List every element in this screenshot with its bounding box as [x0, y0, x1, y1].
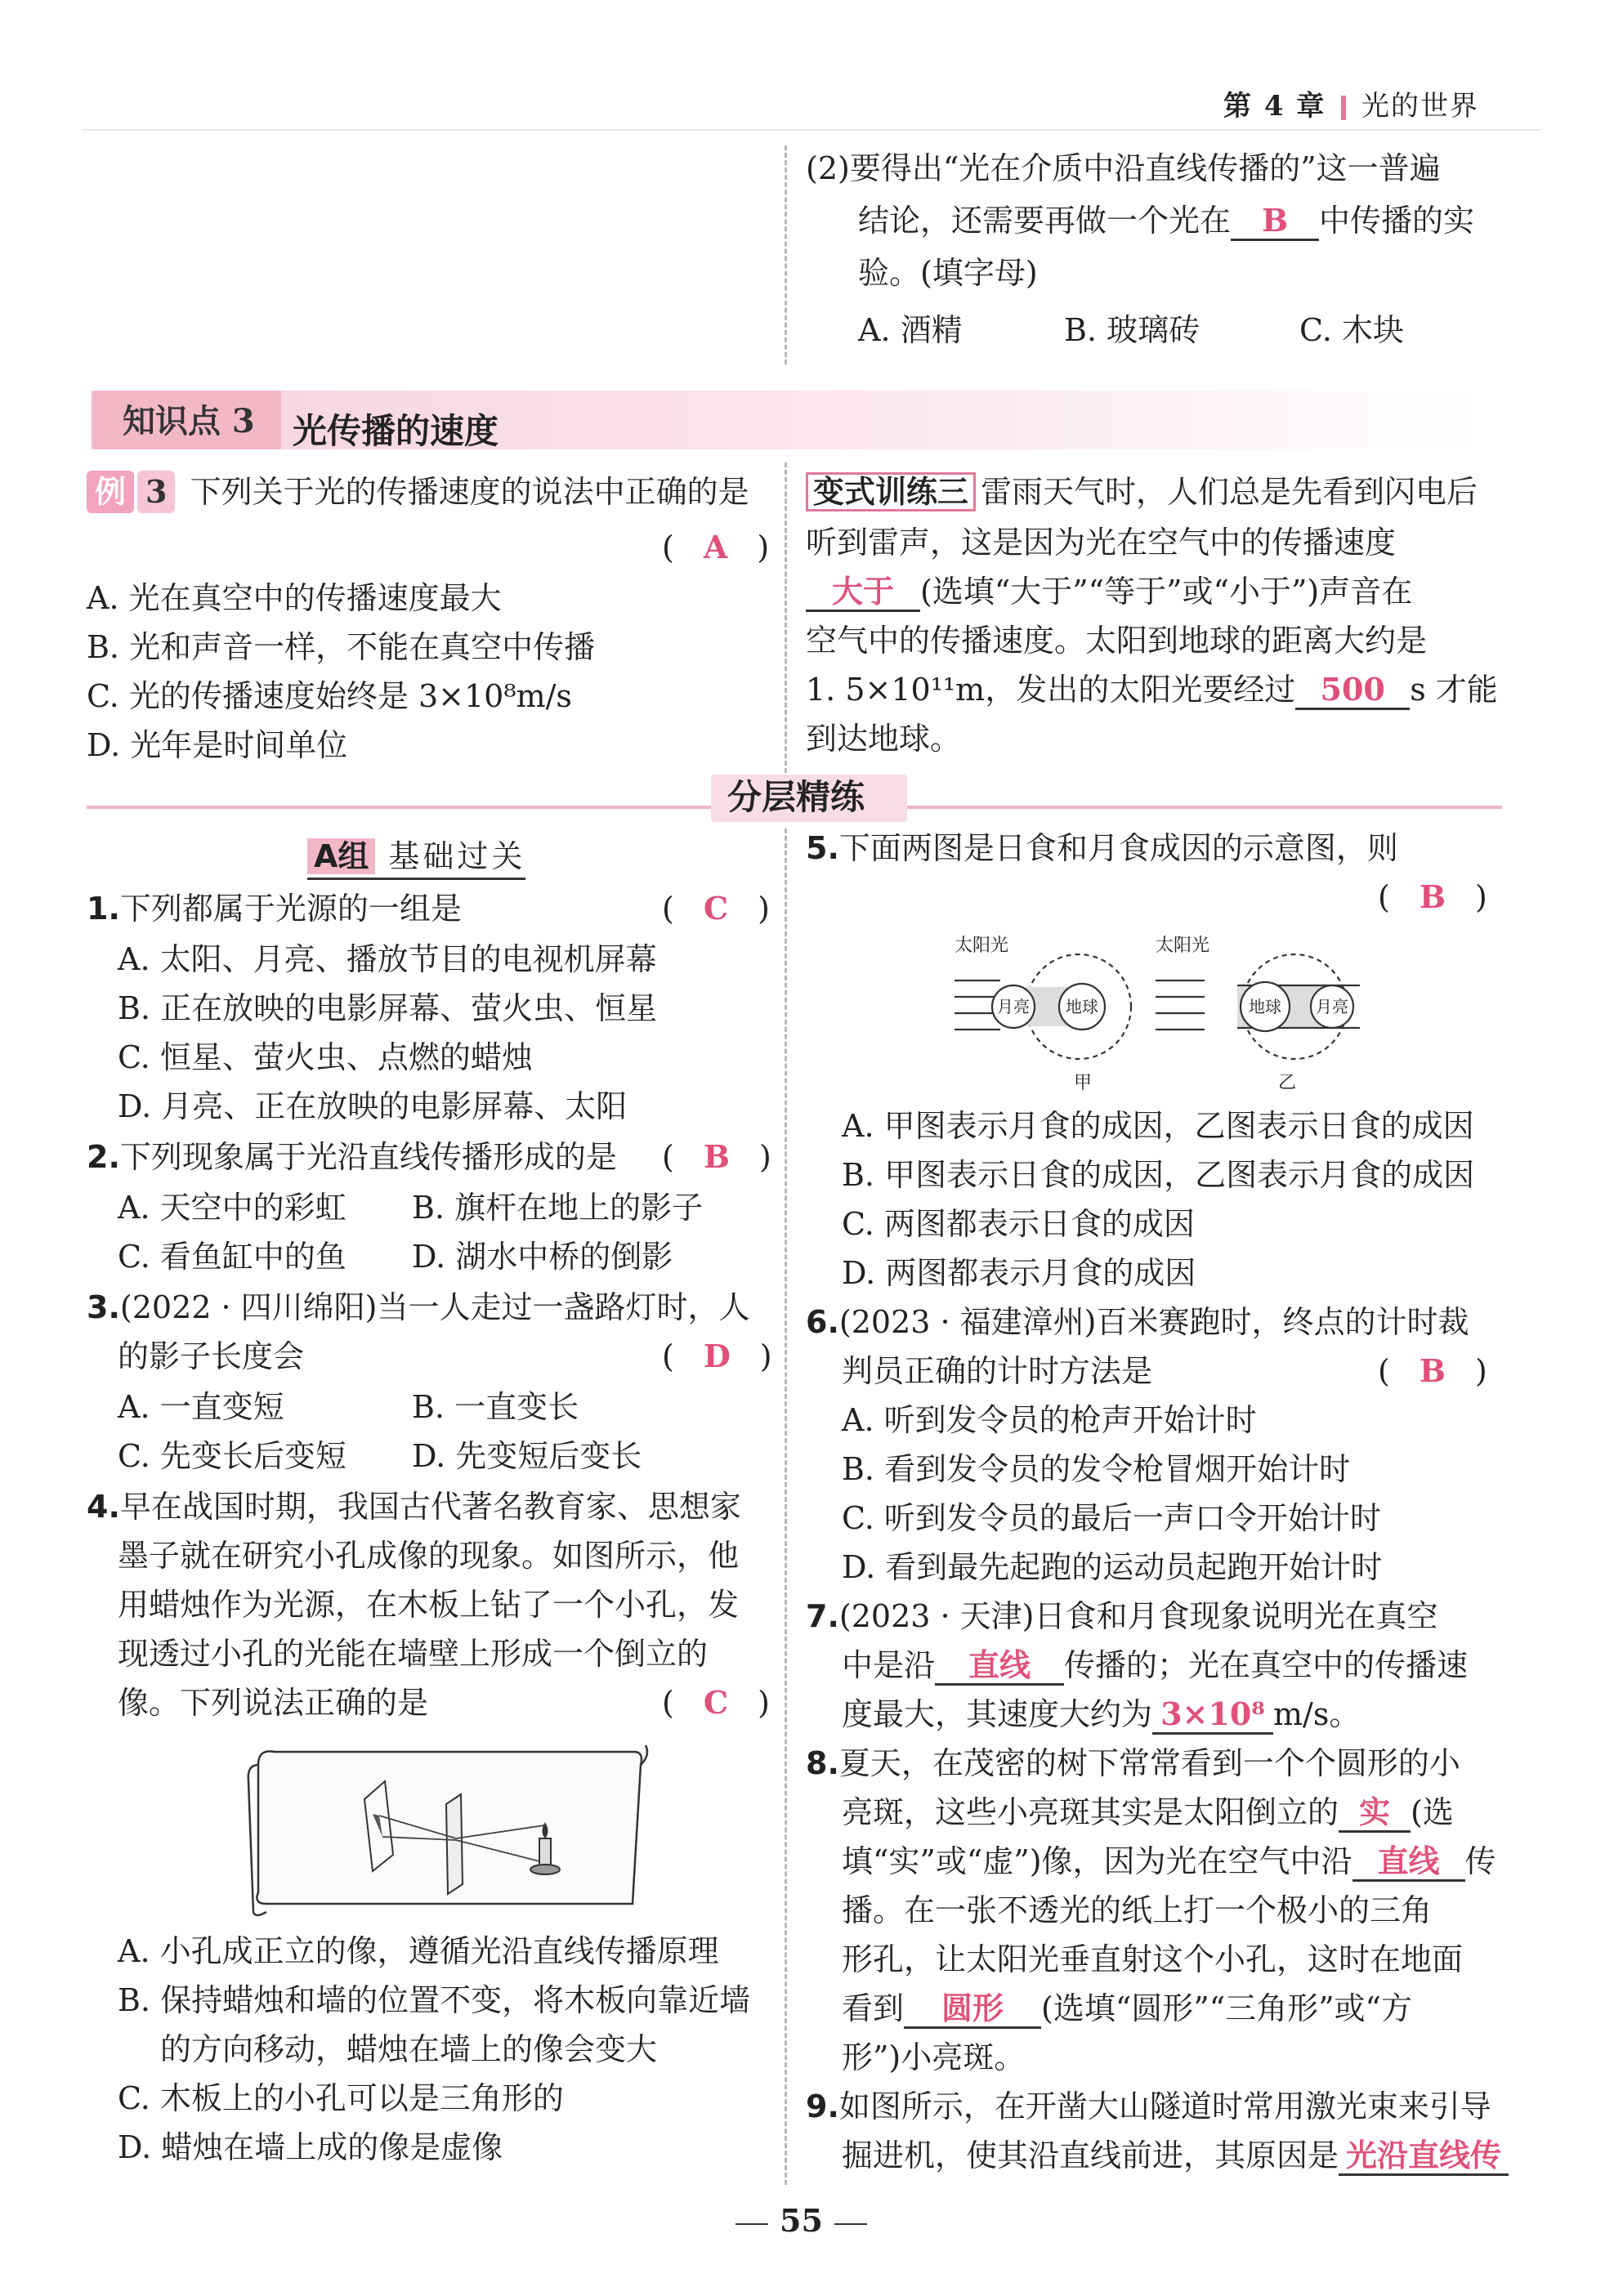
q9-blank-1[interactable]: 光沿直线传 [1339, 2137, 1509, 2176]
q6-option-d: D. 看到最先起跑的运动员起跑开始计时 [842, 1549, 1383, 1585]
kp3-label: 知识点 3 [123, 402, 255, 440]
q5-option-a: A. 甲图表示月食的成因，乙图表示日食的成因 [842, 1108, 1474, 1144]
fig-b-sun-label: 太阳光 [1156, 936, 1210, 956]
example-number: 3 [137, 471, 175, 513]
chapter-number: 第 4 章 [1223, 90, 1326, 123]
variant3-line-5: 1. 5×10¹¹m，发出的太阳光要经过 500 s 才能 [806, 668, 1498, 711]
q6-stem-1: 6.(2023 · 福建漳州)百米赛跑时，终点的计时裁 [806, 1304, 1469, 1340]
q3-stem-2: 的影子长度会 [118, 1338, 305, 1374]
chapter-title: 光的世界 [1361, 90, 1479, 123]
group-a-tag: A组 [307, 838, 375, 874]
q4-option-a: A. 小孔成正立的像，遵循光沿直线传播原理 [118, 1933, 719, 1969]
q4-option-c: C. 木板上的小孔可以是三角形的 [118, 2080, 564, 2116]
example-tag: 例 [87, 471, 134, 513]
candle-base [530, 1865, 560, 1874]
header-rule [82, 129, 1541, 131]
q4-option-b-cont: 的方向移动，蜡烛在墙上的像会变大 [160, 2031, 658, 2067]
q8-line-6: 看到 圆形 (选填“圆形”“三角形”或“方 [842, 1987, 1412, 2030]
q7-blank-1[interactable]: 直线 [935, 1647, 1064, 1686]
q1-option-b: B. 正在放映的电影屏幕、萤火虫、恒星 [118, 990, 658, 1026]
q-top-answer-blank[interactable]: B [1231, 203, 1319, 241]
q4-line-2: 墨子就在研究小孔成像的现象。如图所示，他 [118, 1538, 740, 1574]
q3-option-d: D. 先变短后变长 [412, 1438, 642, 1474]
q8-line-3: 填“实”或“虚”)像，因为光在空气中沿 直线 传 [842, 1840, 1496, 1883]
q2-stem: 2.下列现象属于光沿直线传播形成的是 [87, 1139, 617, 1175]
q7-line-2: 中是沿 直线 传播的；光在真空中的传播速 [842, 1644, 1468, 1686]
q4-line-1: 4.早在战国时期，我国古代著名教育家、思想家 [87, 1489, 741, 1525]
example3-answer: ( A ) [662, 529, 770, 565]
q4-answer: ( C ) [662, 1684, 770, 1721]
q1-answer: ( C ) [662, 890, 770, 927]
q2-answer: ( B ) [662, 1138, 771, 1175]
q9-line-2: 掘进机，使其沿直线前进，其原因是 光沿直线传 [842, 2134, 1509, 2177]
column-divider-top [785, 145, 787, 364]
q7-line-3: 度最大，其速度大约为 3×10⁸ m/s。 [842, 1693, 1360, 1735]
q2-option-a: A. 天空中的彩虹 [118, 1190, 347, 1226]
group-a-title: 基础过关 [388, 838, 526, 874]
page-number: 55 [735, 2200, 867, 2242]
variant3-line-2: 听到雷声，这是因为光在空气中的传播速度 [806, 525, 1397, 561]
eclipse-figure [951, 928, 1376, 1092]
example3-stem: 例 3 下列关于光的传播速度的说法中正确的是 [87, 471, 749, 513]
q5-option-c: C. 两图都表示日食的成因 [842, 1206, 1195, 1242]
q4-option-d: D. 蜡烛在墙上成的像是虚像 [118, 2129, 503, 2165]
fig-a-caption: 甲 [1074, 1073, 1093, 1092]
q-top-line-3: 验。(填字母) [858, 255, 1038, 291]
q3-option-a: A. 一直变短 [118, 1389, 284, 1425]
group-a-heading [307, 835, 525, 880]
q-top-line-2: 结论，还需要再做一个光在 B 中传播的实 [858, 199, 1474, 242]
q4-line-3: 用蜡烛作为光源，在木板上钻了一个小孔，发 [118, 1587, 740, 1623]
fig-b-caption: 乙 [1278, 1073, 1297, 1092]
variant3-line-3: 大于 (选填“大于”“等于”或“小于”)声音在 [806, 570, 1412, 613]
q3-stem-1: 3.(2022 · 四川绵阳)当一人走过一盏路灯时，人 [87, 1289, 750, 1325]
q3-answer: ( D ) [662, 1338, 772, 1374]
section-title: 分层精练 [727, 777, 865, 817]
variant3-line-4: 空气中的传播速度。太阳到地球的距离大约是 [806, 623, 1428, 659]
q8-line-7: 形”)小亮斑。 [842, 2039, 1026, 2075]
q4-line-4: 现透过小孔的光能在墙壁上形成一个倒立的 [118, 1636, 709, 1672]
q8-line-5: 形孔，让太阳光垂直射这个小孔，这时在地面 [842, 1941, 1464, 1977]
kp3-title: 光传播的速度 [293, 411, 499, 451]
page-number-dash-right [834, 2223, 867, 2225]
fig-a-group [955, 954, 1131, 1059]
fig-b-earth-label: 地球 [1249, 997, 1281, 1016]
q8-line-1: 8.夏天，在茂密的树下常常看到一个个圆形的小 [806, 1745, 1460, 1781]
example3-option-c: C. 光的传播速度始终是 3×10⁸m/s [87, 678, 572, 714]
q8-line-4: 播。在一张不透光的纸上打一个极小的三角 [842, 1892, 1433, 1928]
chapter-header [1223, 83, 1479, 123]
fig-b-moon-label: 月亮 [1316, 997, 1348, 1016]
q8-blank-3[interactable]: 圆形 [904, 1990, 1041, 2029]
variant3-line-1: 变式训练三 雷雨天气时，人们总是先看到闪电后 [806, 471, 1478, 513]
variant3-line-6: 到达地球。 [806, 721, 962, 757]
q2-option-c: C. 看鱼缸中的鱼 [118, 1239, 347, 1275]
column-divider-mid [785, 462, 787, 773]
q7-line-1: 7.(2023 · 天津)日食和月食现象说明光在真空 [806, 1598, 1438, 1634]
q3-option-b: B. 一直变长 [412, 1389, 579, 1425]
q6-answer: ( B ) [1378, 1352, 1487, 1389]
q5-stem: 5.下面两图是日食和月食成因的示意图，则 [806, 830, 1398, 866]
q1-option-d: D. 月亮、正在放映的电影屏幕、太阳 [118, 1088, 628, 1124]
q6-option-c: C. 听到发令员的最后一声口令开始计时 [842, 1500, 1381, 1536]
column-divider-bottom [785, 829, 787, 2185]
q4-line-5: 像。下列说法正确的是 [118, 1685, 429, 1721]
q-top-line-1: (2)要得出“光在介质中沿直线传播的”这一普遍 [806, 150, 1441, 186]
q9-line-1: 9.如图所示，在开凿大山隧道时常用激光束来引导 [806, 2088, 1491, 2124]
example3-option-b: B. 光和声音一样，不能在真空中传播 [87, 629, 596, 665]
q2-option-b: B. 旗杆在地上的影子 [412, 1190, 704, 1226]
q-top-option-c: C. 木块 [1299, 312, 1404, 348]
pinhole-figure [242, 1740, 651, 1920]
fig-a-moon-label: 月亮 [997, 997, 1030, 1016]
q-top-option-b: B. 玻璃砖 [1064, 312, 1200, 348]
q3-option-c: C. 先变长后变短 [118, 1438, 347, 1474]
variant3-blank-2[interactable]: 500 [1295, 672, 1410, 710]
q6-stem-2: 判员正确的计时方法是 [842, 1353, 1153, 1389]
candle-body [539, 1838, 551, 1868]
chapter-divider [1341, 96, 1346, 120]
q1-option-c: C. 恒星、萤火虫、点燃的蜡烛 [118, 1039, 533, 1075]
fig-a-sun-label: 太阳光 [955, 936, 1009, 956]
q-top-option-a: A. 酒精 [858, 312, 963, 348]
q5-answer: ( B ) [1378, 878, 1487, 915]
q4-option-b: B. 保持蜡烛和墙的位置不变，将木板向靠近墙 [118, 1982, 751, 2018]
q8-blank-1[interactable]: 实 [1339, 1794, 1411, 1833]
q6-option-b: B. 看到发令员的发令枪冒烟开始计时 [842, 1451, 1351, 1487]
page-number-dash-left [735, 2223, 768, 2225]
variant3-tag: 变式训练三 [806, 472, 976, 511]
q7-blank-2[interactable]: 3×10⁸ [1152, 1696, 1273, 1735]
fig-a-earth-label: 地球 [1066, 997, 1098, 1016]
variant3-blank-1[interactable]: 大于 [806, 574, 920, 612]
q8-line-2: 亮斑，这些小亮斑其实是太阳倒立的 实 (选 [842, 1791, 1454, 1834]
q1-stem: 1.下列都属于光源的一组是 [87, 891, 462, 927]
q1-option-a: A. 太阳、月亮、播放节目的电视机屏幕 [118, 941, 657, 977]
example3-option-a: A. 光在真空中的传播速度最大 [87, 580, 502, 616]
q2-option-d: D. 湖水中桥的倒影 [412, 1239, 673, 1275]
example3-option-d: D. 光年是时间单位 [87, 727, 348, 763]
q6-option-a: A. 听到发令员的枪声开始计时 [842, 1402, 1257, 1438]
q5-option-b: B. 甲图表示日食的成因，乙图表示月食的成因 [842, 1157, 1475, 1193]
q5-option-d: D. 两图都表示月食的成因 [842, 1255, 1196, 1291]
q8-blank-2[interactable]: 直线 [1352, 1843, 1465, 1882]
pinhole-board [446, 1794, 463, 1894]
